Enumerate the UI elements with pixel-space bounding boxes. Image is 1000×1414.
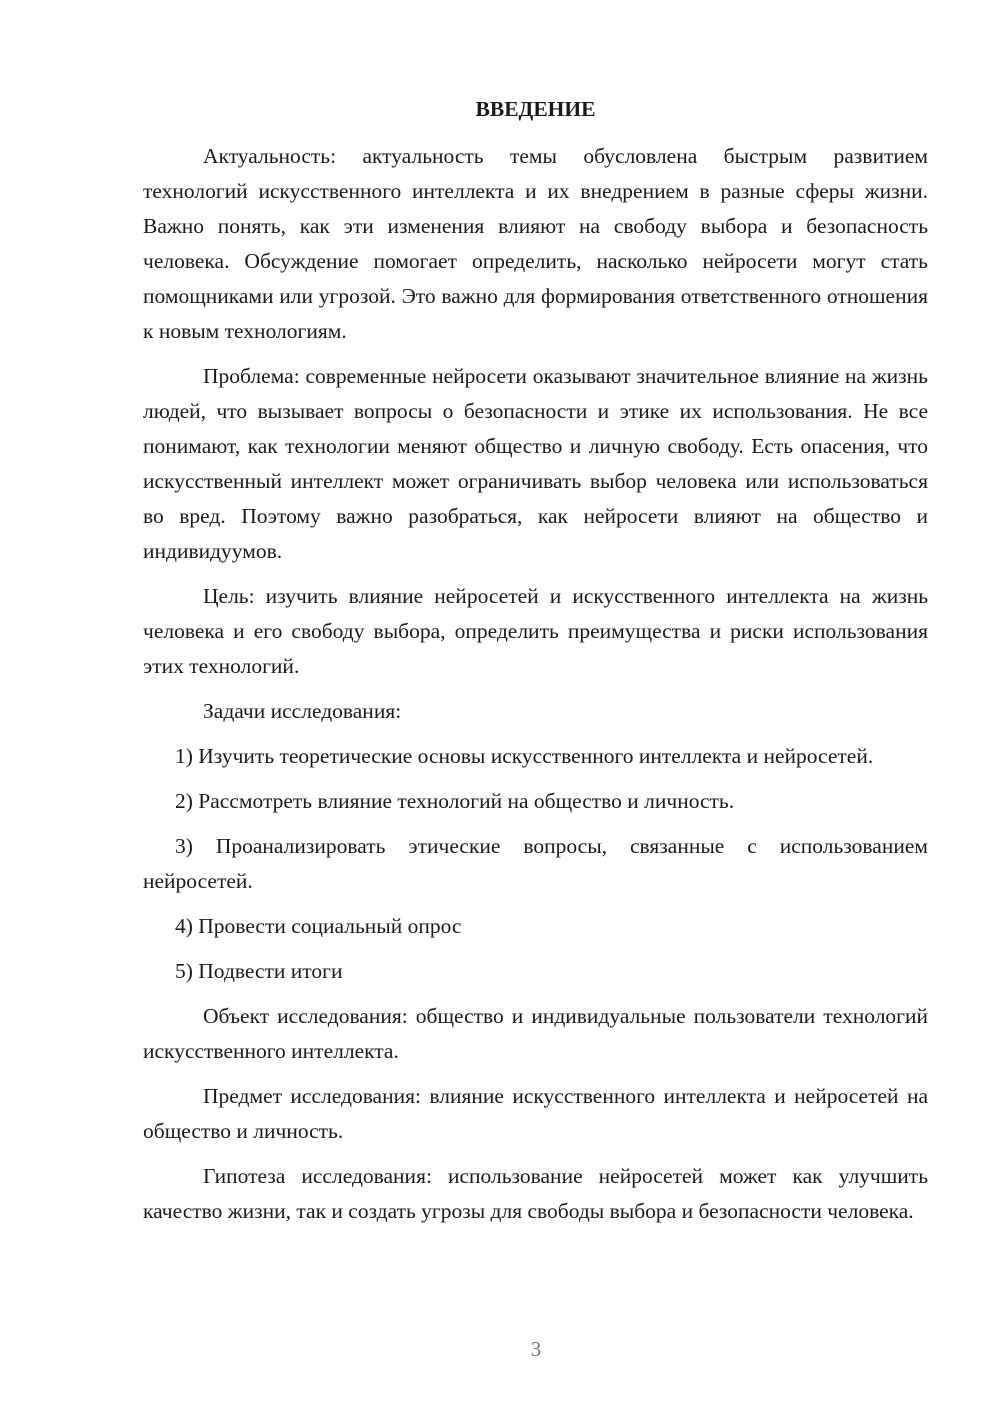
task-item: 3) Проанализировать этические вопросы, связанные с использованием нейросетей. (143, 834, 928, 893)
page-number: 3 (530, 1337, 542, 1361)
task-item: 1) Изучить теоретические основы искусственного интеллекта и нейросетей. (175, 744, 874, 768)
task-item: 5) Подвести итоги (175, 959, 343, 983)
subject-paragraph: Предмет исследования: влияние искусственного интеллекта и нейросетей на общество и личность. (143, 1084, 928, 1143)
page-content (143, 92, 928, 1239)
goal-paragraph: Цель: изучить влияние нейросетей и искусственного интеллекта на жизнь человека и его свободу выбора, определить преимущества и риски использования этих технологий. (143, 584, 928, 678)
task-item: 2) Рассмотреть влияние технологий на общество и личность. (175, 789, 735, 813)
problem-paragraph: Проблема: современные нейросети оказывают значительное влияние на жизнь людей, что вызывает вопросы о безопасности и этике их использования. Не все понимают, как технологии меняют общество и личную свободу. Есть опасения, что искусственный интеллект может ограничивать выбор человека или использоваться во вред. Поэтому важно разобраться, как нейросети влияют на общество и индивидуумов. (143, 364, 928, 563)
hypothesis-paragraph: Гипотеза исследования: использование нейросетей может как улучшить качество жизни, так и создать угрозы для свободы выбора и безопасности человека. (143, 1164, 928, 1223)
tasks-title: Задачи исследования: (203, 699, 402, 723)
object-paragraph: Объект исследования: общество и индивидуальные пользователи технологий искусственного интеллекта. (143, 1004, 928, 1063)
section-heading: ВВЕДЕНИЕ (475, 97, 596, 121)
relevance-paragraph: Актуальность: актуальность темы обусловлена быстрым развитием технологий искусственного интеллекта и их внедрением в разные сферы жизни. Важно понять, как эти изменения влияют на свободу выбора и безопасность человека. Обсуждение помогает определить, насколько нейросети могут стать помощниками или угрозой. Это важно для формирования ответственного отношения к новым технологиям. (143, 144, 928, 343)
task-item: 4) Провести социальный опрос (175, 914, 462, 938)
